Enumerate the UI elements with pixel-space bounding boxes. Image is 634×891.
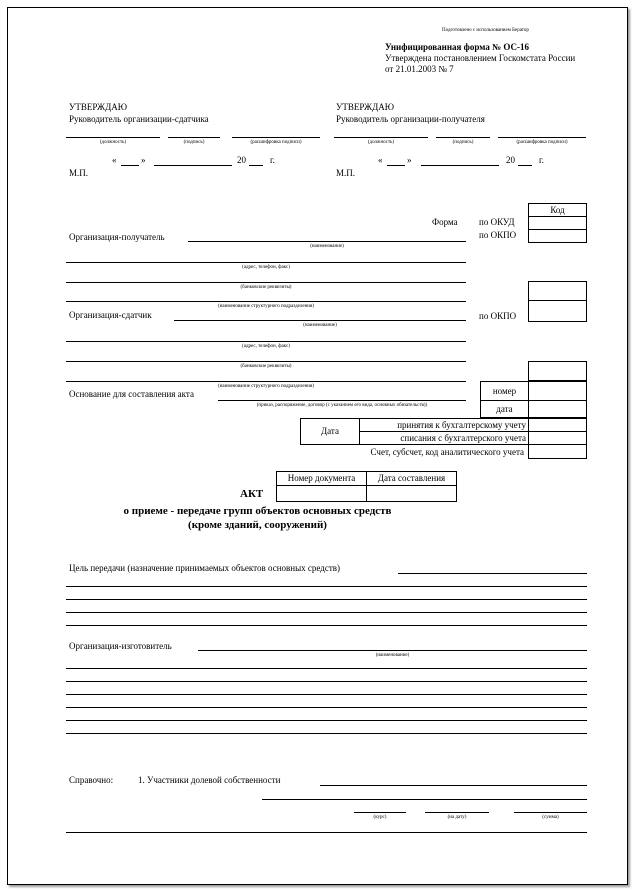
doc-date-header-cell — [366, 471, 457, 486]
right-position-line[interactable] — [334, 137, 428, 138]
basis-nomer-label-cell — [480, 381, 529, 401]
left-quote-open: « — [112, 155, 117, 165]
account-label: Счет, субсчет, код аналитического учета — [370, 447, 524, 457]
doc-number-cell[interactable] — [276, 485, 367, 502]
receiver-cap-bank: (банковские реквизиты) — [240, 285, 292, 290]
manufacturer-line-4[interactable] — [66, 707, 587, 708]
right-day-line[interactable] — [387, 165, 405, 166]
okpo2-label: по ОКПО — [479, 311, 517, 321]
doc-date-header: Дата составления — [377, 473, 446, 483]
receiver-label: Организация-получатель — [69, 232, 165, 242]
manufacturer-line-2[interactable] — [66, 681, 587, 682]
right-cap-signature: (подпись) — [452, 140, 474, 145]
accept-cell[interactable] — [528, 418, 587, 432]
okpo1-cell[interactable] — [528, 229, 587, 243]
basis-data-label: дата — [496, 404, 513, 414]
basis-cap: (приказ, распоряжение, договор (с указанием его вида, основных обязательств)) — [256, 403, 428, 408]
left-year-line[interactable] — [249, 165, 263, 166]
sender-division-cell[interactable] — [528, 361, 587, 381]
manufacturer-line[interactable] — [198, 650, 587, 651]
basis-nomer-label: номер — [492, 386, 517, 396]
basis-label: Основание для составления акта — [69, 389, 194, 399]
reference-cap-sum: (сумма) — [542, 815, 559, 820]
right-year-suffix: г. — [539, 155, 544, 165]
sender-division-line[interactable] — [66, 381, 466, 382]
act-subtitle-line1: о приеме - передаче групп объектов основных средств — [123, 505, 392, 517]
receiver-address-line[interactable] — [66, 262, 466, 263]
manufacturer-label: Организация-изготовитель — [69, 641, 172, 651]
sender-cap-division: (наименование структурного подразделения) — [218, 384, 314, 389]
sender-label: Организация-сдатчик — [69, 310, 152, 320]
okpo2-cell[interactable] — [528, 300, 587, 322]
purpose-line-4[interactable] — [66, 625, 587, 626]
basis-data-label-cell — [480, 400, 529, 418]
reference-line-2[interactable] — [262, 799, 587, 800]
prepared-note: Подготовлено с использованием Бератор — [442, 28, 529, 33]
approve-left-subtitle: Руководитель организации-сдатчика — [69, 114, 209, 124]
receiver-cap-division: (наименование структурного подразделения) — [218, 304, 314, 309]
okpo1-label: по ОКПО — [479, 230, 517, 240]
right-mp: М.П. — [336, 168, 356, 178]
reference-item: 1. Участники долевой собственности — [138, 775, 281, 785]
reference-course-line[interactable] — [354, 812, 406, 813]
writeoff-label-cell — [359, 431, 529, 445]
left-cap-signature: (подпись) — [183, 140, 205, 145]
purpose-line-3[interactable] — [66, 612, 587, 613]
doc-date-cell[interactable] — [366, 485, 457, 502]
left-decode-line[interactable] — [232, 137, 320, 138]
writeoff-cell[interactable] — [528, 431, 587, 445]
reference-sum-line[interactable] — [514, 812, 587, 813]
purpose-label: Цель передачи (назначение принимаемых объектов основных средств) — [69, 563, 341, 573]
receiver-cap-address: (адрес, телефон, факс) — [242, 265, 290, 270]
left-cap-position: (должность) — [99, 140, 127, 145]
purpose-line-0[interactable] — [398, 573, 587, 574]
sender-cap-name: (наименование) — [303, 323, 337, 328]
sender-name-line[interactable] — [174, 320, 466, 321]
left-position-line[interactable] — [66, 137, 160, 138]
left-year-suffix: г. — [270, 155, 275, 165]
approved-line2: от 21.01.2003 № 7 — [385, 64, 454, 74]
code-header: Код — [550, 205, 565, 215]
act-subtitle-line2: (кроме зданий, сооружений) — [188, 519, 327, 531]
receiver-division-cell[interactable] — [528, 281, 587, 301]
approve-right-subtitle: Руководитель организации-получателя — [336, 114, 485, 124]
receiver-bank-line[interactable] — [66, 282, 466, 283]
manufacturer-line-5[interactable] — [66, 720, 587, 721]
right-signature-line[interactable] — [436, 137, 490, 138]
form-page — [7, 7, 628, 885]
reference-cap-share: (на дату) — [447, 815, 467, 820]
right-month-line[interactable] — [421, 165, 499, 166]
purpose-line-1[interactable] — [66, 586, 587, 587]
sender-cap-bank: (банковские реквизиты) — [240, 364, 292, 369]
right-year-prefix: 20 — [506, 155, 515, 165]
left-cap-decode: (расшифровка подписи) — [250, 140, 302, 145]
right-quote-close: » — [407, 155, 412, 165]
manufacturer-cap: (наименование) — [375, 653, 410, 658]
right-quote-open: « — [378, 155, 383, 165]
date-label: Дата — [321, 426, 339, 436]
form-name: Унифицированная форма № ОС-16 — [385, 42, 529, 52]
receiver-name-line[interactable] — [188, 241, 466, 242]
left-day-line[interactable] — [121, 165, 139, 166]
basis-data-cell[interactable] — [528, 400, 587, 418]
approved-line1: Утверждена постановлением Госкомстата России — [385, 53, 576, 63]
basis-line[interactable] — [218, 400, 466, 401]
sender-bank-line[interactable] — [66, 361, 466, 362]
receiver-cap-name: (наименование) — [310, 244, 344, 249]
left-quote-close: » — [141, 155, 146, 165]
receiver-division-line[interactable] — [66, 301, 466, 302]
right-decode-line[interactable] — [498, 137, 586, 138]
reference-cap-course: (курс) — [373, 815, 387, 820]
approve-left-title: УТВЕРЖДАЮ — [69, 102, 128, 112]
date-label-cell — [300, 418, 360, 445]
manufacturer-line-6[interactable] — [66, 733, 587, 734]
okud-label: по ОКУД — [479, 217, 515, 227]
reference-line-3[interactable] — [66, 832, 587, 833]
manufacturer-line-1[interactable] — [66, 668, 587, 669]
doc-number-header: Номер документа — [287, 473, 356, 483]
approve-right-title: УТВЕРЖДАЮ — [336, 102, 395, 112]
left-mp: М.П. — [69, 168, 89, 178]
forma-label: Форма — [432, 217, 458, 227]
okud-cell[interactable] — [528, 216, 587, 230]
account-cell[interactable] — [528, 444, 587, 459]
purpose-line-2[interactable] — [66, 599, 587, 600]
right-cap-decode: (расшифровка подписи) — [516, 140, 568, 145]
left-month-line[interactable] — [154, 165, 232, 166]
basis-nomer-cell[interactable] — [528, 381, 587, 401]
right-cap-position: (должность) — [367, 140, 395, 145]
act-title: АКТ — [240, 488, 264, 500]
sender-address-line[interactable] — [66, 341, 466, 342]
sender-cap-address: (адрес, телефон, факс) — [242, 344, 290, 349]
manufacturer-line-3[interactable] — [66, 694, 587, 695]
right-year-line[interactable] — [518, 165, 532, 166]
writeoff-label: списания с бухгалтерского учета — [400, 433, 526, 443]
reference-line-1[interactable] — [320, 785, 587, 786]
doc-number-header-cell — [276, 471, 367, 486]
code-header-cell — [528, 203, 587, 217]
left-year-prefix: 20 — [237, 155, 246, 165]
left-signature-line[interactable] — [168, 137, 220, 138]
accept-label: принятия к бухгалтерскому учету — [397, 420, 526, 430]
accept-label-cell — [359, 418, 529, 432]
reference-share-line[interactable] — [425, 812, 489, 813]
reference-label: Справочно: — [69, 775, 114, 785]
